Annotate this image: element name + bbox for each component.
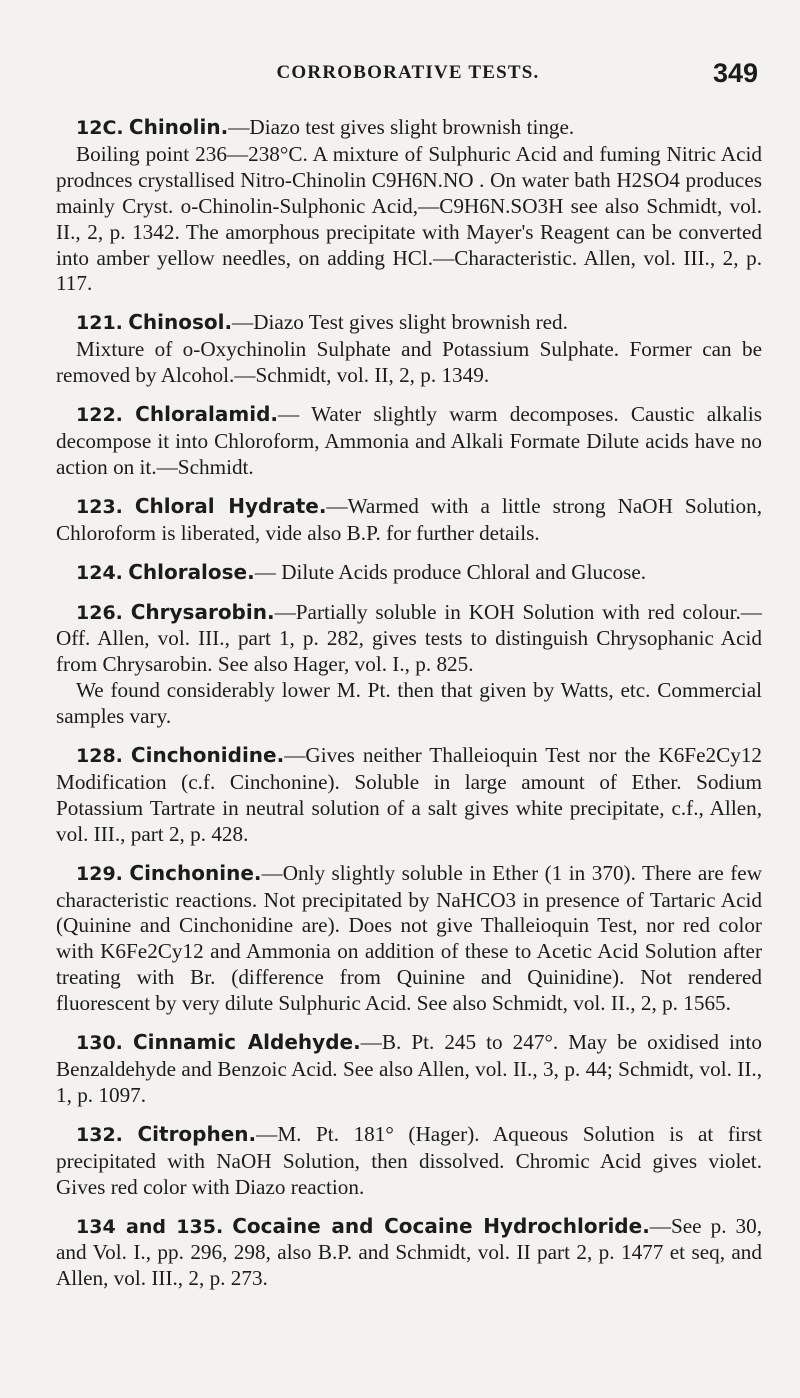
entry-text: — Water slightly warm decomposes. Caustic alkalis decompose it into Chloroform, Ammonia and Alkali Formate Dilute acids have no action on it.—Schmidt. — [56, 402, 763, 479]
entry — [56, 115, 762, 297]
entry-text: —Diazo test gives slight brownish tinge. — [228, 115, 575, 139]
entry-paragraph — [56, 310, 762, 337]
entry — [56, 402, 762, 481]
entry-title: Chloralose. — [128, 559, 255, 584]
entry-number: 126. — [76, 601, 123, 624]
entry-number: 132. — [76, 1123, 123, 1146]
entry-paragraph — [56, 494, 762, 547]
entry-text: —Warmed with a little strong NaOH Solution, Chloroform is liberated, vide also B.P. for further details. — [56, 493, 762, 545]
entry-number: 12C. — [76, 117, 124, 139]
entry-number: 134 and 135. — [76, 1215, 224, 1238]
entry — [56, 1214, 762, 1293]
entry-paragraph — [56, 1214, 762, 1293]
entry-text: —B. Pt. 245 to 247°. May be oxidised into Benzaldehyde and Benzoic Acid. See also Allen, vol. II., 3, p. 44; Schmidt, vol. II., 1, p. 1097. — [56, 1030, 762, 1107]
entry-title: Chloral Hydrate. — [134, 493, 327, 518]
running-head: CORROBORATIVE TESTS. — [276, 62, 540, 83]
entry — [56, 1030, 762, 1109]
entry-text: —Only slightly soluble in Ether (1 in 370). There are few characteristic reactions. Not precipitated by NaHCO3 in presence of Tartaric Acid (Quinine and Cinchonidine are). Does not give Thalleioquin Test, nor red color with K6Fe2Cy12 and Ammonia on addition of these to Acetic Acid Solution after treating with Br. (difference from Quinine and Quinidine). Not rendered fluorescent by very dilute Sulphuric Acid. See also Schmidt, vol. II., 2, p. 1565. — [56, 860, 763, 1016]
entry-paragraph — [56, 678, 762, 730]
entry-title: Chrysarobin. — [130, 599, 275, 624]
entry-text: Boiling point 236—238°C. A mixture of Sulphuric Acid and fuming Nitric Acid prodnces crystallised Nitro-Chinolin C9H6N.NO . On water bath H2SO4 produces mainly Cryst. o-Chinolin-Sulphonic Acid,—C9H6N.SO3H see also Schmidt, vol. II., 2, p. 1342. The amorphous precipitate with Mayer's Reagent can be converted into amber yellow needles, on adding HCl.—Characteristic. Allen, vol. III., 2, p. 117. — [56, 141, 762, 296]
entry-text: —See p. 30, and Vol. I., pp. 296, 298, also B.P. and Schmidt, vol. II part 2, p. 1477 et seq, and Allen, vol. III., 2, p. 273. — [56, 1213, 763, 1291]
entry-number: 122. — [76, 404, 123, 427]
entry — [56, 743, 762, 848]
entry-number: 130. — [76, 1032, 123, 1055]
entry-number: 129. — [76, 862, 123, 885]
entry — [56, 1122, 762, 1201]
entry-paragraph — [56, 861, 762, 1017]
entry-paragraph — [56, 1030, 762, 1109]
entry-text: — Dilute Acids produce Chloral and Glucose. — [254, 559, 647, 584]
entry-text: We found considerably lower M. Pt. then that given by Watts, etc. Commercial samples vary. — [56, 678, 762, 729]
entry-paragraph — [56, 402, 762, 481]
entry — [56, 560, 762, 587]
entry-text: —Diazo Test gives slight brownish red. — [232, 310, 568, 335]
entry-text: —Partially soluble in KOH Solution with red colour.—Off. Allen, vol. III., part 1, p. 282, gives tests to distinguish Chrysophanic Acid from Chrysarobin. See also Hager, vol. I., p. 825. — [56, 599, 762, 677]
entry-text: —M. Pt. 181° (Hager). Aqueous Solution is at first precipitated with NaOH Solution, then dissolved. Chromic Acid gives violet. Gives red color with Diazo reaction. — [56, 1121, 762, 1199]
entry — [56, 310, 762, 389]
entry-title: Chloralamid. — [135, 402, 279, 427]
entry — [56, 600, 762, 731]
entry — [56, 861, 762, 1017]
entry-paragraph — [56, 337, 762, 389]
page-number: 349 — [712, 58, 758, 88]
entry-number: 121. — [76, 312, 123, 335]
entry-paragraph — [56, 600, 762, 679]
entry — [56, 494, 762, 547]
entry-text: Mixture of o-Oxychinolin Sulphate and Potassium Sulphate. Former can be removed by Alcohol.—Schmidt, vol. II, 2, p. 1349. — [56, 337, 762, 388]
entry-title: Chinosol. — [128, 310, 233, 335]
entry-paragraph — [56, 1122, 762, 1201]
entry-title: Chinolin. — [128, 115, 229, 139]
page-body — [56, 115, 762, 1305]
entry-text: —Gives neither Thalleioquin Test nor the K6Fe2Cy12 Modification (c.f. Cinchonine). Soluble in large amount of Ether. Sodium Potassium Tartrate in neutral solution of a salt gives white precipitate, c.f., Allen, vol. III., part 2, p. 428. — [56, 743, 763, 846]
entry-number: 128. — [76, 745, 123, 768]
entry-title: Cinchonine. — [129, 860, 262, 885]
page-header — [58, 58, 758, 98]
entry-title: Cocaine and Cocaine Hydrochloride. — [232, 1213, 650, 1238]
entry-title: Cinnamic Aldehyde. — [132, 1030, 361, 1055]
entry-paragraph — [56, 142, 762, 297]
entry-title: Cinchonidine. — [130, 743, 285, 768]
entry-number: 123. — [76, 495, 123, 518]
entry-paragraph — [56, 560, 762, 587]
entry-paragraph — [56, 743, 762, 848]
entry-title: Citrophen. — [137, 1121, 257, 1146]
entry-paragraph — [56, 115, 762, 142]
entry-number: 124. — [76, 561, 123, 584]
